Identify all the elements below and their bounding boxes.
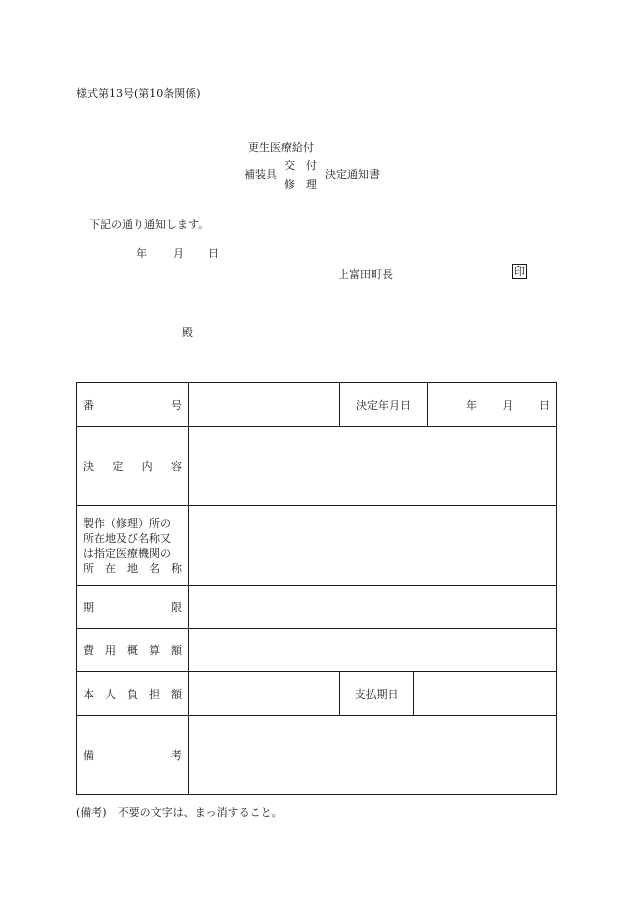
title-option-bottom: 修 理 — [284, 178, 317, 191]
title-suffix: 決定通知書 — [325, 168, 380, 181]
row-maker — [77, 506, 557, 586]
seal-icon — [512, 264, 527, 279]
seal-mark: 印 — [514, 265, 525, 278]
row-remarks — [77, 716, 557, 795]
title-prefix: 補装具 — [244, 168, 277, 181]
label-decision-date: 決定年月日 — [340, 383, 428, 427]
row-period — [77, 586, 557, 629]
value-number — [189, 383, 340, 427]
value-decision-date: 年 月 日 — [428, 383, 557, 427]
label-burden: 本 人 負 担 額 — [77, 672, 189, 716]
addressee-honorific: 殿 — [182, 326, 193, 339]
label-maker: 製作（修理）所の 所在地及び名称又 は指定医療機関の 所 在 地 名 称 — [77, 506, 189, 586]
form-number: 様式第13号(第10条関係) — [76, 87, 201, 100]
date-year: 年 — [136, 247, 147, 260]
row-decision-content — [77, 427, 557, 506]
row-burden — [77, 672, 557, 716]
label-cost: 費 用 概 算 額 — [77, 629, 189, 672]
value-period — [189, 586, 557, 629]
label-payment-date: 支払期日 — [340, 672, 414, 716]
value-payment-date — [414, 672, 557, 716]
row-number — [77, 383, 557, 427]
value-decision-content — [189, 427, 557, 506]
row-cost — [77, 629, 557, 672]
title-line-top: 更生医療給付 — [248, 141, 314, 154]
date-day: 日 — [208, 247, 219, 260]
label-period: 期 限 — [77, 586, 189, 629]
date-month: 月 — [173, 247, 184, 260]
label-remarks: 備 考 — [77, 716, 189, 795]
value-maker — [189, 506, 557, 586]
value-cost — [189, 629, 557, 672]
value-burden — [189, 672, 340, 716]
label-decision-content: 決 定 内 容 — [77, 427, 189, 506]
notice-text: 下記の通り通知します。 — [89, 218, 210, 231]
decision-table — [76, 382, 557, 795]
footnote: (備考) 不要の文字は、まっ消すること。 — [76, 806, 283, 819]
label-number: 番 号 — [77, 383, 189, 427]
title-option-top: 交 付 — [284, 159, 317, 172]
issuer-name: 上富田町長 — [338, 268, 393, 281]
value-remarks — [189, 716, 557, 795]
